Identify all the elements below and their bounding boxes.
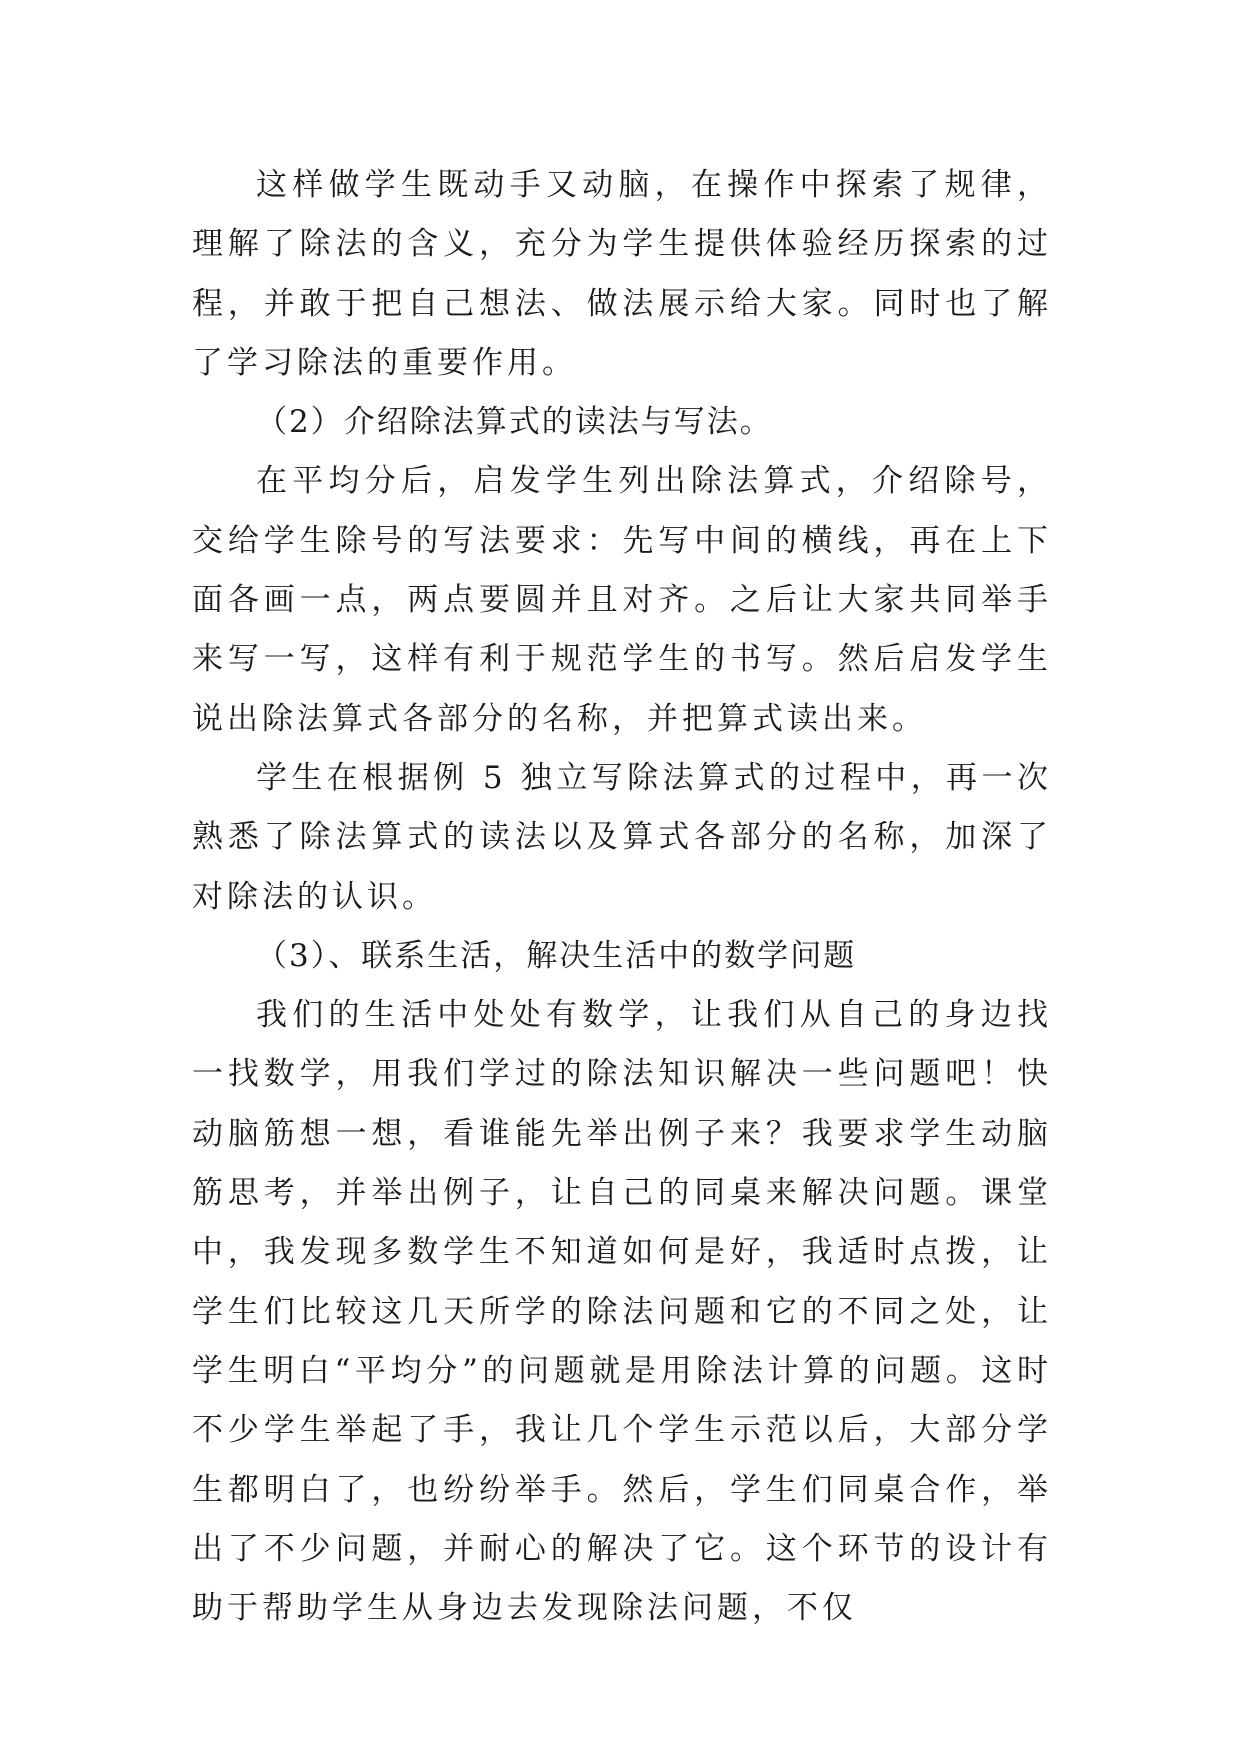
paragraph-operation-summary: 这样做学生既动手又动脑，在操作中探索了规律，理解了除法的含义，充分为学生提供体验经历探索的过程，并敢于把自己想法、做法展示给大家。同时也了解了学习除法的重要作用。 (192, 167, 1052, 381)
paragraph-example-5: 学生在根据例 5 独立写除法算式的过程中，再一次熟悉了除法算式的读法以及算式各部分的名称，加深了对除法的认识。 (192, 759, 1052, 915)
document-body (192, 156, 1052, 1638)
paragraph-division-sign: 在平均分后，启发学生列出除法算式，介绍除号，交给学生除号的写法要求：先写中间的横线，再在上下面各画一点，两点要圆并且对齐。之后让大家共同举手来写一写，这样有利于规范学生的书写。然后启发学生说出除法算式各部分的名称，并把算式读出来。 (192, 463, 1052, 737)
section-heading-2: （2）介绍除法算式的读法与写法。 (256, 404, 773, 441)
paragraph-life-math: 我们的生活中处处有数学，让我们从自己的身边找一找数学，用我们学过的除法知识解决一些问题吧！快动脑筋想一想，看谁能先举出例子来？我要求学生动脑筋思考，并举出例子，让自己的同桌来解决问题。课堂中，我发现多数学生不知道如何是好，我适时点拨，让学生们比较这几天所学的除法问题和它的不同之处，让学生明白“平均分”的问题就是用除法计算的问题。这时不少学生举起了手，我让几个学生示范以后，大部分学生都明白了，也纷纷举手。然后，学生们同桌合作，举出了不少问题，并耐心的解决了它。这个环节的设计有助于帮助学生从身边去发现除法问题，不仅 (192, 997, 1052, 1627)
section-heading-3: （3）、联系生活，解决生活中的数学问题 (256, 937, 857, 974)
